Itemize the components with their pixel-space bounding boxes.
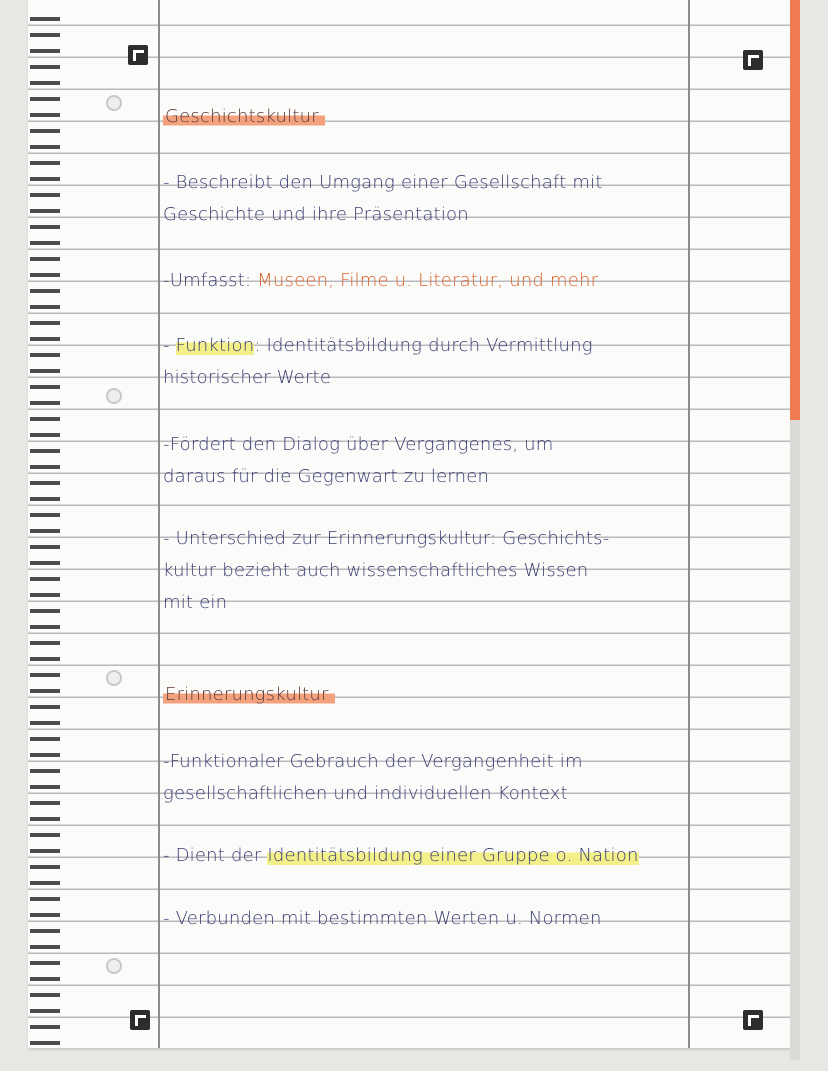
note-line <box>163 845 639 866</box>
corner-marker-icon <box>130 1010 150 1030</box>
note-line: kultur bezieht auch wissenschaftliches Wissen <box>163 560 589 581</box>
orange-page-edge <box>790 0 800 420</box>
note-line: - Verbunden mit bestimmten Werten u. Normen <box>163 908 602 929</box>
punch-hole <box>106 388 122 404</box>
punch-hole <box>106 958 122 974</box>
note-highlight: Identitätsbildung einer Gruppe o. Nation <box>267 845 639 866</box>
note-text: -Umfasst: <box>163 270 258 291</box>
section-heading <box>163 684 335 705</box>
note-line <box>163 270 598 291</box>
heading-text: Geschichtskultur <box>163 106 325 127</box>
punch-hole <box>106 95 122 111</box>
corner-marker-icon <box>128 45 148 65</box>
left-margin-line <box>158 0 160 1048</box>
right-margin-line <box>688 0 690 1048</box>
heading-text: Erinnerungskultur <box>163 684 335 705</box>
note-line: mit ein <box>163 592 228 613</box>
note-line: Geschichte und ihre Präsentation <box>163 204 469 225</box>
corner-marker-icon <box>743 50 763 70</box>
note-line: gesellschaftlichen und individuellen Kontext <box>163 783 568 804</box>
note-line: -Fördert den Dialog über Vergangenes, um <box>163 434 554 455</box>
spiral-binding <box>30 8 60 1048</box>
corner-marker-icon <box>743 1010 763 1030</box>
note-line: -Funktionaler Gebrauch der Vergangenheit im <box>163 751 583 772</box>
note-highlight: Funktion <box>175 335 255 356</box>
notebook-page <box>28 0 790 1048</box>
page-stack-edge <box>790 420 800 1060</box>
note-line: - Beschreibt den Umgang einer Gesellschaft mit <box>163 172 603 193</box>
note-line: historischer Werte <box>163 367 332 388</box>
section-heading <box>163 106 325 127</box>
punch-hole <box>106 670 122 686</box>
note-text: - Dient der <box>163 845 268 866</box>
note-text: - <box>163 335 176 356</box>
note-line: daraus für die Gegenwart zu lernen <box>163 466 490 487</box>
note-emphasis: Museen, Filme u. Literatur, und mehr <box>257 270 599 291</box>
note-line: - Unterschied zur Erinnerungskultur: Geschichts- <box>163 528 610 549</box>
note-text: : Identitätsbildung durch Vermittlung <box>254 335 593 356</box>
note-line <box>163 335 593 356</box>
